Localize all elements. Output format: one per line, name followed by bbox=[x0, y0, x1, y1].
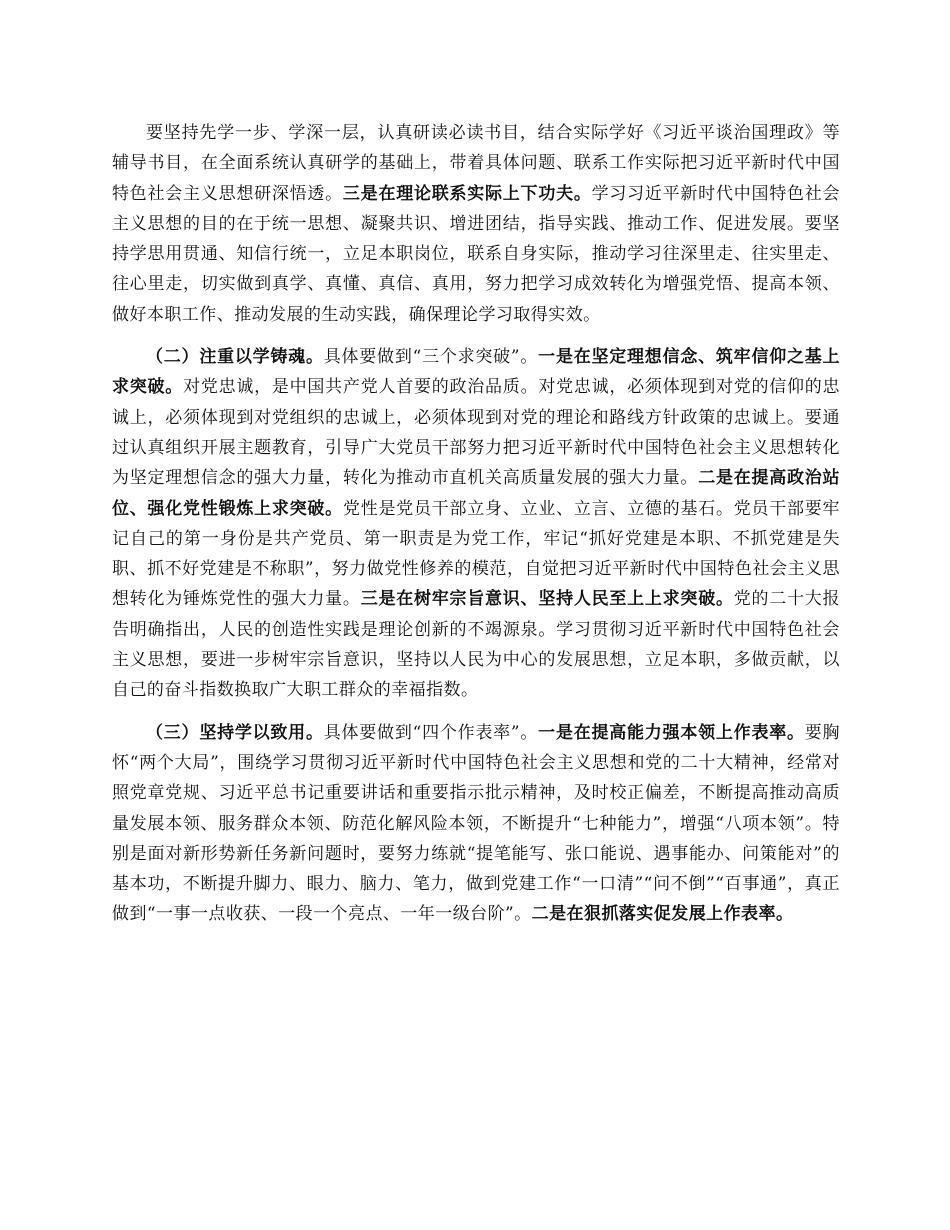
paragraph-1-heading-three: 三是在理论联系实际上下功夫。 bbox=[342, 183, 592, 204]
section-heading-3: （三）坚持学以致用。 bbox=[146, 722, 324, 743]
paragraph-1-text-b: 学习习近平新时代中国特色社会主义思想的目的在于统一思想、凝聚共识、增进团结，指导实践、推动工作、促进发展。要坚持学思用贯通、知信行统一，立足本职岗位，联系自身实际，推动学习往深里走、往实里走、往心里走，切实做到真学、真懂、真信、真用，努力把学习成效转化为增强党悟、提高本领、做好本职工作、推动发展的生动实践，确保理论学习取得实效。 bbox=[112, 183, 840, 325]
paragraph-2-point-1: 一是在坚定理想信念、筑牢信仰之基上求突破。 bbox=[112, 347, 840, 398]
paragraph-2-text-d: 党的二十大报告明确指出，人民的创造性实践是理论创新的不竭源泉。学习贯彻习近平新时代中国特色社会主义思想，要进一步树牢宗旨意识，坚持以人民为中心的发展思想，立足本职，多做贡献，以自己的奋斗指数换取广大职工群众的幸福指数。 bbox=[112, 589, 840, 701]
paragraph-2 bbox=[112, 342, 840, 706]
paragraph-3-text-b: 要胸怀“两个大局”，围绕学习贯彻习近平新时代中国特色社会主义思想和党的二十大精神，经常对照党章党规、习近平总书记重要讲话和重要指示批示精神，及时校正偏差，不断提高推动高质量发展本领、服务群众本领、防范化解风险本领，不断提升“七种能力”，增强“八项本领”。特别是面对新形势新任务新问题时，要努力练就“提笔能写、张口能说、遇事能办、问策能对”的基本功，不断提升脚力、眼力、脑力、笔力，做到党建工作“一口清”“问不倒”“百事通”，真正做到“一事一点收获、一段一个亮点、一年一级台阶”。 bbox=[112, 722, 841, 925]
section-heading-2: （二）注重以学铸魂。 bbox=[146, 347, 324, 368]
paragraph-2-text-b: 对党忠诚，是中国共产党人首要的政治品质。对党忠诚，必须体现到对党的信仰的忠诚上，必须体现到对党组织的忠诚上，必须体现到对党的理论和路线方针政策的忠诚上。要通过认真组织开展主题教育，引导广大党员干部努力把习近平新时代中国特色社会主义思想转化为坚定理想信念的强大力量，转化为推动市直机关高质量发展的强大力量。 bbox=[112, 377, 840, 489]
paragraph-3-point-2: 二是在狠抓落实促发展上作表率。 bbox=[531, 904, 794, 925]
paragraph-2-point-2: 二是在提高政治站位、强化党性锻炼上求突破。 bbox=[112, 468, 840, 519]
paragraph-3 bbox=[112, 718, 840, 930]
paragraph-2-text-a: 具体要做到“三个求突破”。 bbox=[323, 347, 539, 368]
paragraph-3-point-1: 一是在提高能力强本领上作表率。 bbox=[538, 722, 805, 743]
paragraph-2-text-c: 党性是党员干部立身、立业、立言、立德的基石。党员干部要牢记自己的第一身份是共产党员、第一职责是为党工作，牢记“抓好党建是本职、不抓党建是失职、抓不好党建是不称职”，努力做党性修养的模范，自觉把习近平新时代中国特色社会主义思想转化为锤炼党性的强大力量。 bbox=[112, 498, 840, 610]
paragraph-1 bbox=[112, 118, 840, 330]
paragraph-1-text-a: 要坚持先学一步、学深一层，认真研读必读书目，结合实际学好《习近平谈治国理政》等辅导书目，在全面系统认真研学的基础上，带着具体问题、联系工作实际把习近平新时代中国特色社会主义思想研深悟透。 bbox=[112, 123, 840, 204]
paragraph-2-point-3: 三是在树牢宗旨意识、坚持人民至上上求突破。 bbox=[360, 589, 734, 610]
document-page bbox=[112, 118, 840, 942]
paragraph-3-text-a: 具体要做到“四个作表率”。 bbox=[323, 722, 539, 743]
